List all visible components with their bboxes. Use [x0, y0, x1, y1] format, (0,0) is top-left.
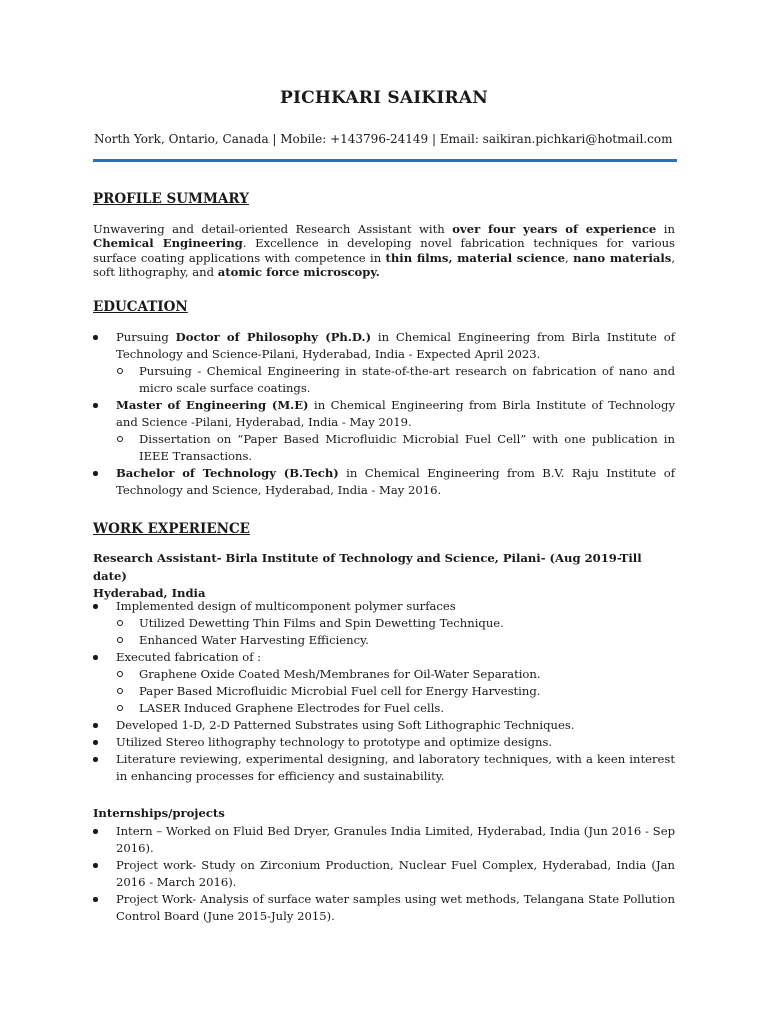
education-heading: EDUCATION: [93, 299, 188, 315]
education-list: [93, 329, 675, 499]
list-item: Implemented design of multicomponent polymer surfaces: [93, 598, 675, 615]
list-item: Pursuing - Chemical Engineering in state-of-the-art research on fabrication of nano and micro scale surface coatings.: [93, 363, 675, 397]
profile-summary-text: Unwavering and detail-oriented Research Assistant with over four years of experience in Chemical Engineering. Excellence in developing novel fabrication techniques for various surface coating applications with competence in thin films, material science, nano materials, soft lithography, and atomic force microscopy.: [93, 222, 676, 279]
job-title: Research Assistant- Birla Institute of Technology and Science, Pilani- (Aug 2019-Till date) Hyderabad, India: [93, 551, 642, 601]
work-experience-heading: WORK EXPERIENCE: [93, 521, 250, 537]
list-item: Developed 1-D, 2-D Patterned Substrates using Soft Lithographic Techniques.: [93, 717, 675, 734]
list-item: Master of Engineering (M.E) in Chemical Engineering from Birla Institute of Technology and Science -Pilani, Hyderabad, India - May 2019.: [93, 397, 675, 431]
work-duties-list: [93, 598, 675, 785]
list-item: LASER Induced Graphene Electrodes for Fuel cells.: [93, 700, 675, 717]
list-item: Executed fabrication of :: [93, 649, 675, 666]
internships-heading: Internships/projects: [93, 806, 225, 820]
list-item: Bachelor of Technology (B.Tech) in Chemical Engineering from B.V. Raju Institute of Technology and Science, Hyderabad, India - May 2016.: [93, 465, 675, 499]
contact-line: North York, Ontario, Canada | Mobile: +143796-24149 | Email: saikiran.pichkari@hotmail.com: [94, 132, 673, 146]
list-item: Project work- Study on Zirconium Production, Nuclear Fuel Complex, Hyderabad, India (Jan 2016 - March 2016).: [93, 857, 675, 891]
list-item: Pursuing Doctor of Philosophy (Ph.D.) in Chemical Engineering from Birla Institute of Technology and Science-Pilani, Hyderabad, India - Expected April 2023.: [93, 329, 675, 363]
list-item: Intern – Worked on Fluid Bed Dryer, Granules India Limited, Hyderabad, India (Jun 2016 - Sep 2016).: [93, 823, 675, 857]
list-item: Utilized Dewetting Thin Films and Spin Dewetting Technique.: [93, 615, 675, 632]
header-divider: [93, 159, 677, 162]
list-item: Graphene Oxide Coated Mesh/Membranes for Oil-Water Separation.: [93, 666, 675, 683]
list-item: Literature reviewing, experimental designing, and laboratory techniques, with a keen interest in enhancing processes for efficiency and sustainability.: [93, 751, 675, 785]
internships-list: [93, 823, 675, 925]
profile-summary-heading: PROFILE SUMMARY: [93, 191, 249, 207]
list-item: Dissertation on “Paper Based Microfluidic Microbial Fuel Cell” with one publication in IEEE Transactions.: [93, 431, 675, 465]
list-item: Enhanced Water Harvesting Efficiency.: [93, 632, 675, 649]
list-item: Utilized Stereo lithography technology to prototype and optimize designs.: [93, 734, 675, 751]
candidate-name: PICHKARI SAIKIRAN: [279, 88, 488, 108]
list-item: Project Work- Analysis of surface water samples using wet methods, Telangana State Pollution Control Board (June 2015-July 2015).: [93, 891, 675, 925]
list-item: Paper Based Microfluidic Microbial Fuel cell for Energy Harvesting.: [93, 683, 675, 700]
